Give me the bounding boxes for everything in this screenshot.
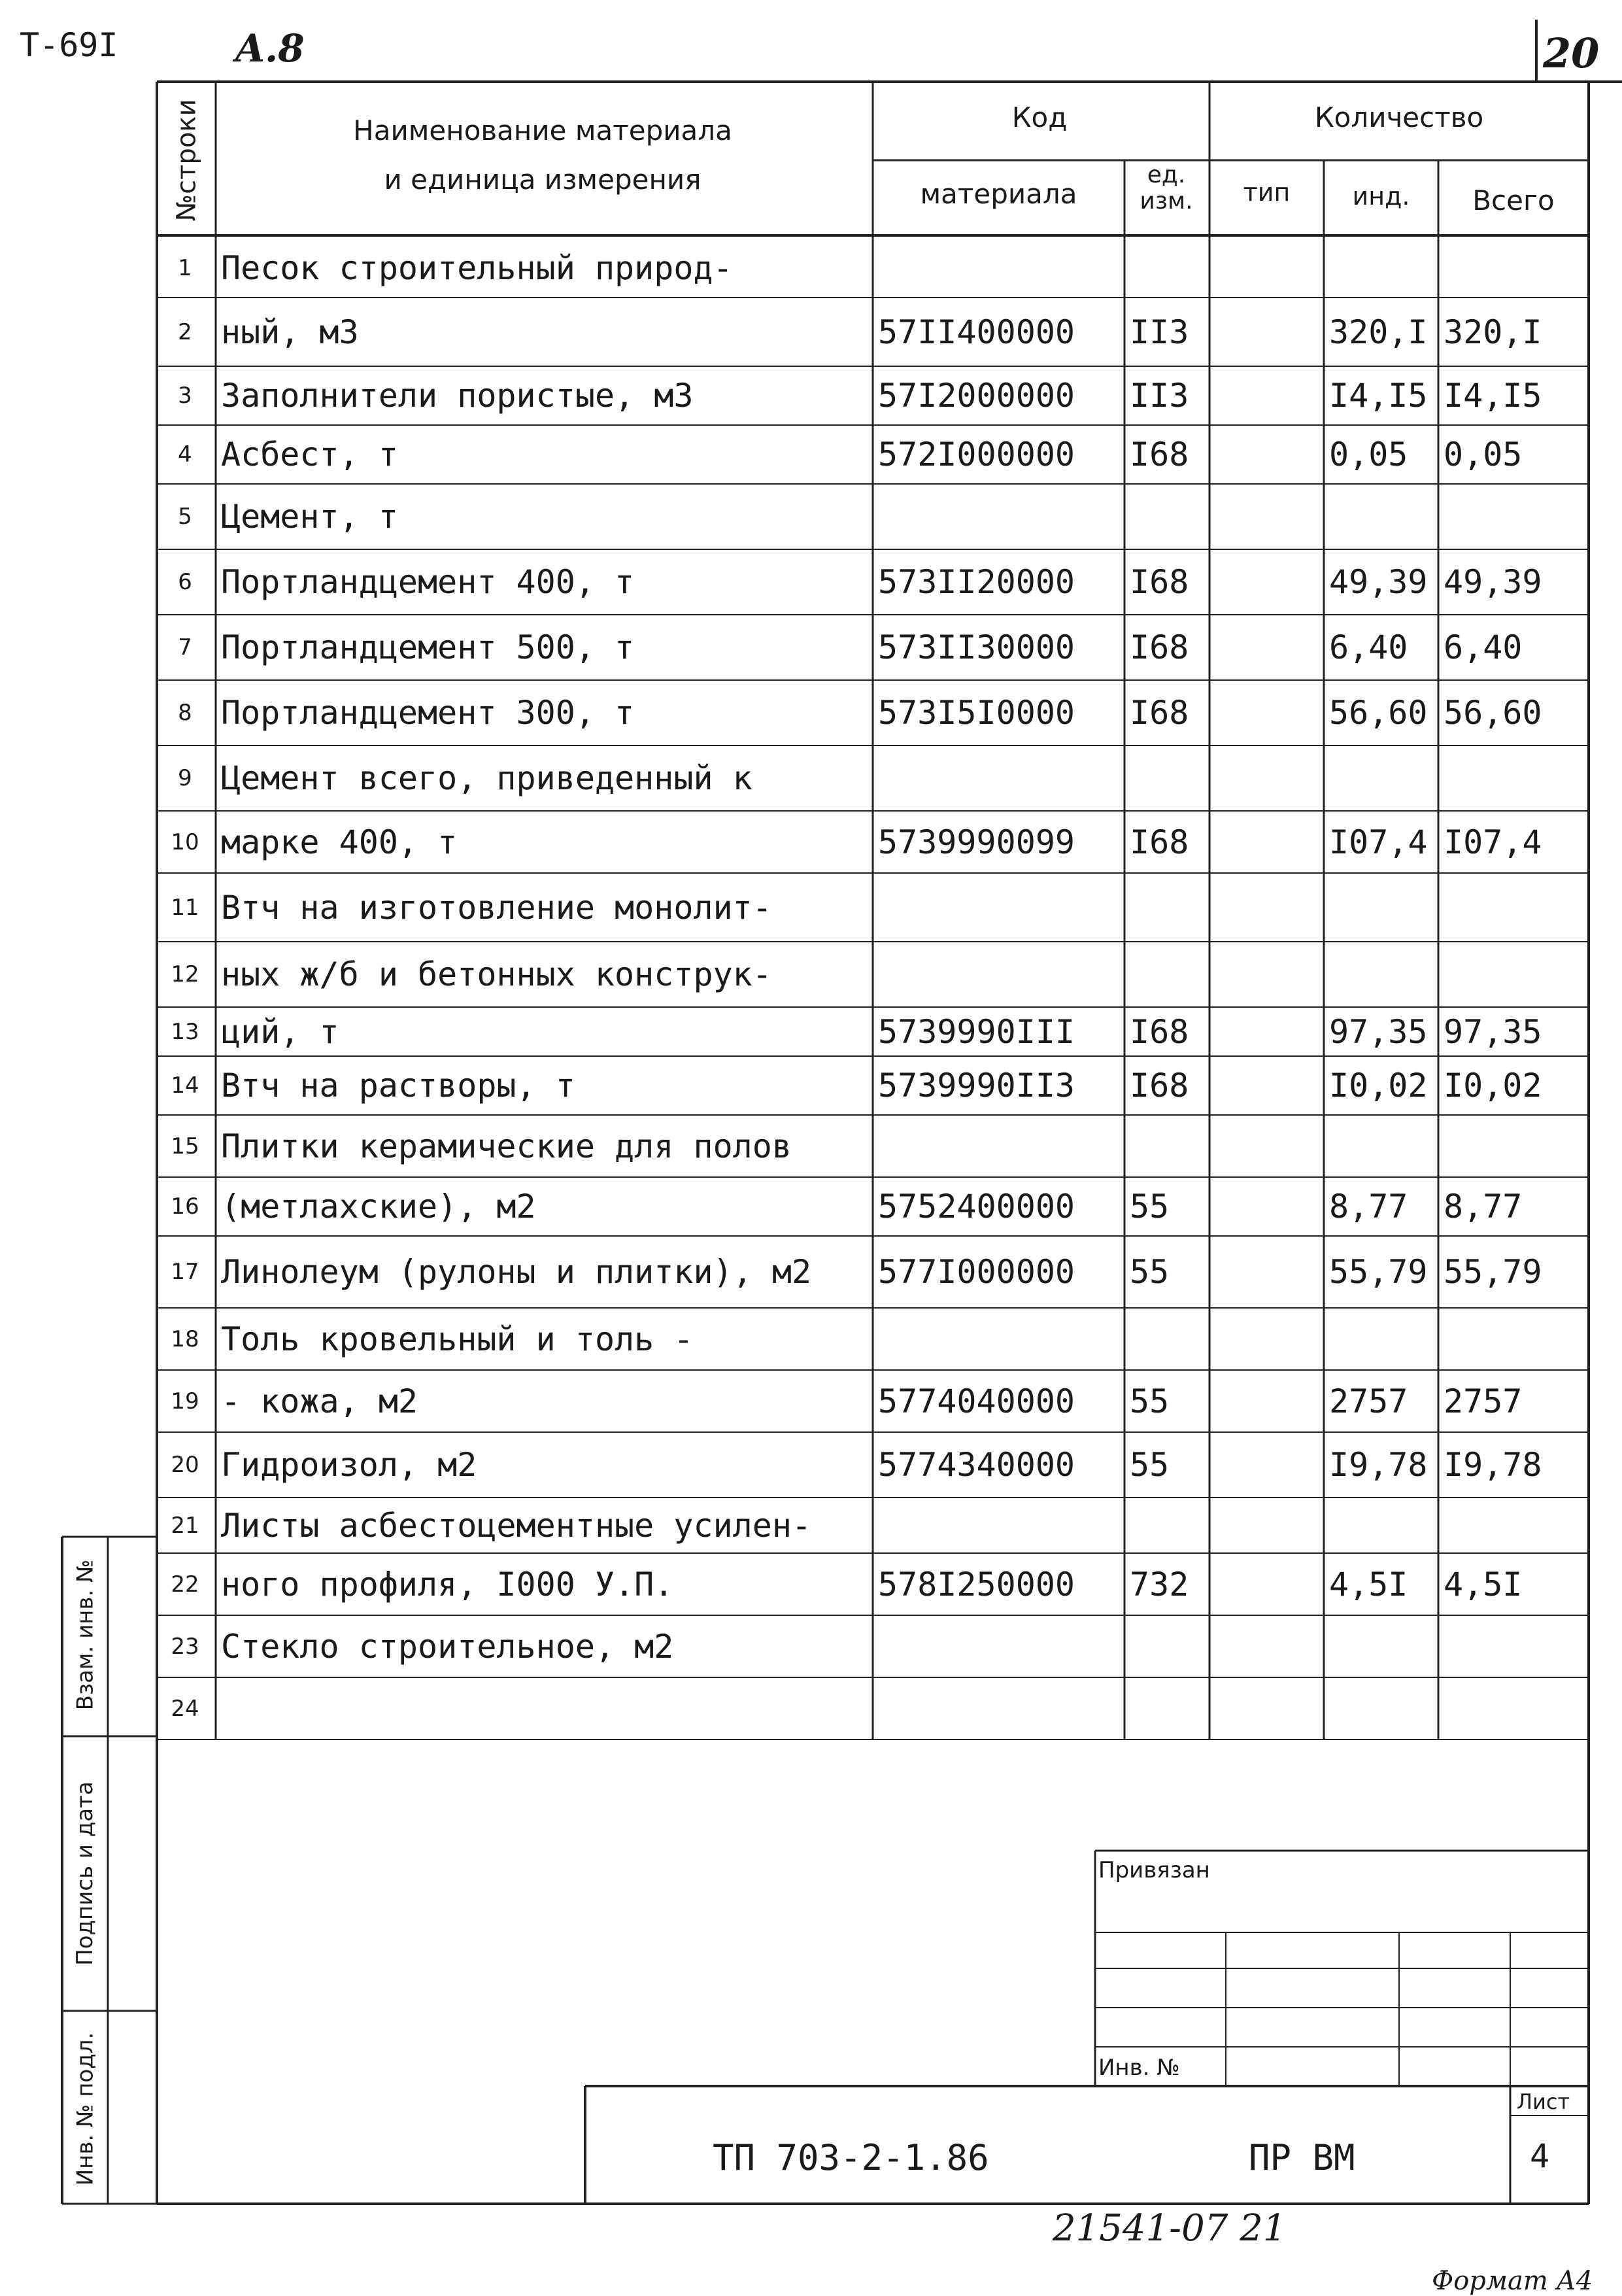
- material-name: ных ж/б и бетонных конструк-: [221, 955, 772, 993]
- unit-code: 55: [1130, 1446, 1170, 1484]
- qty-ind: I9,78: [1329, 1446, 1428, 1484]
- material-name: Песок строительный природ-: [221, 249, 733, 287]
- row-number: 4: [178, 441, 192, 468]
- table-row: [0, 1308, 1622, 1370]
- qty-total: I4,I5: [1444, 377, 1542, 415]
- table-row: [0, 1115, 1622, 1177]
- table-row: [0, 1498, 1622, 1553]
- unit-code: 55: [1130, 1382, 1170, 1420]
- qty-ind: 56,60: [1329, 694, 1428, 732]
- material-name: марке 400, т: [221, 823, 458, 861]
- header-qty-ind: инд.: [1352, 182, 1410, 211]
- material-code: 57II400000: [878, 313, 1075, 351]
- unit-code: II3: [1130, 313, 1189, 351]
- row-number: 18: [171, 1326, 199, 1352]
- row-number: 9: [178, 765, 192, 791]
- material-code: 5739990II3: [878, 1067, 1075, 1105]
- row-number: 13: [171, 1018, 199, 1045]
- material-name: Втч на изготовление монолит-: [221, 888, 772, 927]
- qty-ind: 0,05: [1329, 436, 1408, 473]
- material-code: 573I5I0000: [878, 694, 1075, 732]
- material-name: Плитки керамические для полов: [221, 1127, 792, 1165]
- row-number: 17: [171, 1259, 199, 1285]
- qty-total: 56,60: [1444, 694, 1542, 732]
- header-code: Код: [1011, 101, 1068, 133]
- table-row: [0, 425, 1622, 484]
- material-name: Гидроизол, м2: [221, 1446, 477, 1484]
- material-code: 573II20000: [878, 563, 1075, 601]
- table-row: [0, 1056, 1622, 1115]
- row-number: 22: [171, 1571, 199, 1598]
- unit-code: I68: [1130, 436, 1189, 473]
- table-row: [0, 1236, 1622, 1308]
- qty-ind: 55,79: [1329, 1253, 1428, 1291]
- material-code: 5739990099: [878, 823, 1075, 861]
- table-row: [0, 745, 1622, 811]
- qty-ind: I07,4: [1329, 823, 1428, 861]
- header-row-no: №строки: [171, 99, 202, 222]
- row-number: 21: [171, 1512, 199, 1539]
- qty-total: I0,02: [1444, 1067, 1542, 1105]
- section-label: A.8: [235, 26, 305, 71]
- material-name: Стекло строительное, м2: [221, 1627, 674, 1666]
- stamp-project: ТП 703-2-1.86: [713, 2137, 989, 2178]
- table-row: [0, 484, 1622, 549]
- table-row: [0, 1007, 1622, 1056]
- table-row: [0, 615, 1622, 680]
- material-name: ный, м3: [221, 313, 359, 351]
- table-row: [0, 942, 1622, 1007]
- material-name: Заполнители пористые, м3: [221, 377, 694, 415]
- stamp-list-label: Лист: [1517, 2089, 1570, 2114]
- qty-total: 97,35: [1444, 1012, 1542, 1051]
- qty-ind: 6,40: [1329, 628, 1408, 666]
- qty-ind: 97,35: [1329, 1012, 1428, 1051]
- qty-total: 0,05: [1444, 436, 1523, 473]
- material-name: Листы асбестоцементные усилен-: [221, 1506, 812, 1545]
- table-row: [0, 298, 1622, 366]
- material-name: ного профиля, I000 У.П.: [221, 1565, 674, 1603]
- row-number: 23: [171, 1633, 199, 1660]
- unit-code: I68: [1130, 1012, 1189, 1051]
- unit-code: I68: [1130, 1067, 1189, 1105]
- unit-code: 732: [1130, 1565, 1189, 1603]
- row-number: 5: [178, 504, 192, 530]
- qty-total: 320,I: [1444, 313, 1542, 351]
- material-name: Портландцемент 500, т: [221, 628, 635, 666]
- qty-total: 2757: [1444, 1382, 1523, 1420]
- row-number: 20: [171, 1452, 199, 1478]
- row-number: 16: [171, 1193, 199, 1220]
- table-row: [0, 549, 1622, 615]
- table-row: [0, 873, 1622, 942]
- label-vzam-inv: Взам. инв. №: [72, 1559, 99, 1711]
- unit-code: I68: [1130, 694, 1189, 732]
- doc-code: Т-69I: [20, 26, 118, 64]
- table-row: [0, 680, 1622, 745]
- row-number: 15: [171, 1133, 199, 1159]
- material-code: 5752400000: [878, 1188, 1075, 1225]
- table-row: [0, 1432, 1622, 1498]
- material-name: Портландцемент 400, т: [221, 563, 635, 601]
- row-number: 7: [178, 634, 192, 660]
- row-number: 10: [171, 829, 199, 855]
- qty-total: 55,79: [1444, 1253, 1542, 1291]
- material-code: 577I000000: [878, 1253, 1075, 1291]
- row-number: 3: [178, 383, 192, 409]
- row-number: 2: [178, 318, 192, 345]
- material-name: Втч на растворы, т: [221, 1067, 575, 1105]
- unit-code: I68: [1130, 563, 1189, 601]
- unit-code: I68: [1130, 628, 1189, 666]
- table-row: [0, 1615, 1622, 1677]
- header-name-line2: и единица измерения: [384, 163, 701, 196]
- stamp-doc-mark: ПР ВМ: [1249, 2137, 1355, 2178]
- material-code: 57I2000000: [878, 377, 1075, 415]
- qty-ind: 49,39: [1329, 563, 1428, 601]
- row-number: 12: [171, 961, 199, 987]
- header-code-material: материала: [920, 178, 1077, 210]
- qty-ind: 2757: [1329, 1382, 1408, 1420]
- material-code: 5774040000: [878, 1382, 1075, 1420]
- qty-ind: I0,02: [1329, 1067, 1428, 1105]
- header-quantity: Количество: [1314, 101, 1484, 133]
- material-name: Линолеум (рулоны и плитки), м2: [221, 1253, 812, 1291]
- qty-total: 6,40: [1444, 628, 1523, 666]
- qty-ind: 4,5I: [1329, 1565, 1408, 1603]
- unit-code: 55: [1130, 1188, 1170, 1225]
- material-code: 5774340000: [878, 1446, 1075, 1484]
- qty-total: I9,78: [1444, 1446, 1542, 1484]
- material-name: Цемент, т: [221, 498, 398, 536]
- row-number: 14: [171, 1072, 199, 1099]
- row-number: 11: [171, 894, 199, 921]
- material-name: Портландцемент 300, т: [221, 694, 635, 732]
- row-number: 6: [178, 569, 192, 595]
- stamp-privyazan: Привязан: [1098, 1857, 1210, 1883]
- label-podpis-data: Подпись и дата: [72, 1781, 99, 1966]
- material-name: Асбест, т: [221, 436, 398, 473]
- material-name: (метлахские), м2: [221, 1188, 536, 1225]
- row-number: 19: [171, 1388, 199, 1414]
- material-name: - кожа, м2: [221, 1382, 418, 1420]
- table-row: [0, 1677, 1622, 1739]
- footer-format: Формат А4: [1432, 2266, 1593, 2296]
- row-number: 24: [171, 1695, 199, 1722]
- table-row: [0, 366, 1622, 425]
- row-number: 8: [178, 700, 192, 726]
- material-code: 572I000000: [878, 436, 1075, 473]
- header-code-unit: ед. изм.: [1140, 162, 1193, 214]
- stamp-list-value: 4: [1530, 2137, 1550, 2175]
- header-name-line1: Наименование материала: [353, 114, 732, 146]
- table-row: [0, 1177, 1622, 1236]
- label-inv-podl: Инв. № подл.: [72, 2032, 99, 2186]
- qty-total: 4,5I: [1444, 1565, 1523, 1603]
- material-code: 578I250000: [878, 1565, 1075, 1603]
- qty-ind: 8,77: [1329, 1188, 1408, 1225]
- table-row: [0, 1553, 1622, 1615]
- table-row: [0, 811, 1622, 873]
- table-row: [0, 239, 1622, 298]
- material-code: 573II30000: [878, 628, 1075, 666]
- material-code: 5739990III: [878, 1012, 1075, 1051]
- qty-total: 49,39: [1444, 563, 1542, 601]
- row-number: 1: [178, 255, 192, 281]
- qty-total: 8,77: [1444, 1188, 1523, 1225]
- unit-code: I68: [1130, 823, 1189, 861]
- unit-code: II3: [1130, 377, 1189, 415]
- material-name: Цемент всего, приведенный к: [221, 759, 752, 797]
- footer-handwritten: 21541-07 21: [1053, 2207, 1287, 2250]
- qty-ind: 320,I: [1329, 313, 1428, 351]
- qty-total: I07,4: [1444, 823, 1542, 861]
- material-name: Толь кровельный и толь -: [221, 1320, 694, 1358]
- table-row: [0, 1370, 1622, 1432]
- header-qty-total: Всего: [1472, 184, 1555, 216]
- qty-ind: I4,I5: [1329, 377, 1428, 415]
- stamp-inv-no: Инв. №: [1098, 2055, 1180, 2081]
- material-name: ций, т: [221, 1012, 339, 1051]
- unit-code: 55: [1130, 1253, 1170, 1291]
- header-qty-type: тип: [1243, 178, 1291, 207]
- sheet-number: 20: [1543, 29, 1600, 77]
